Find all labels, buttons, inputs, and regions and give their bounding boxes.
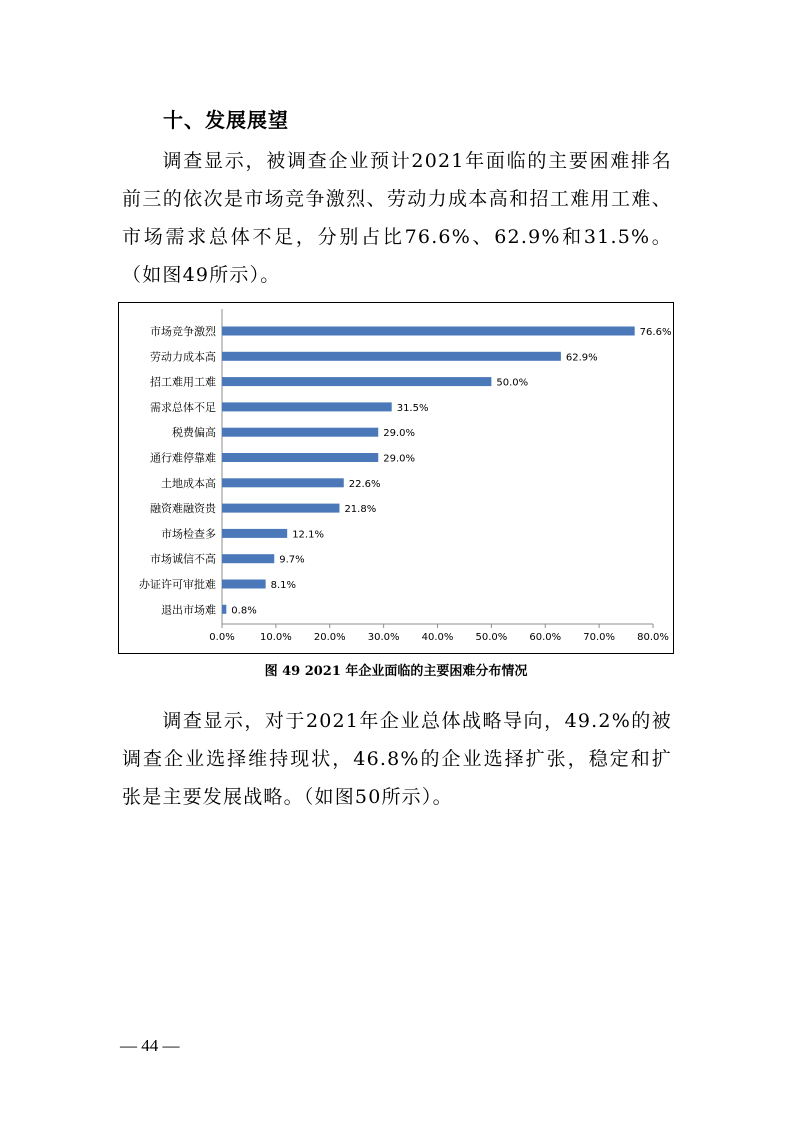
x-tick-label: 30.0% bbox=[367, 632, 400, 643]
bar-value-label: 50.0% bbox=[496, 377, 529, 389]
bar bbox=[222, 428, 378, 437]
category-label: 退出市场难 bbox=[161, 603, 216, 617]
x-tick-label: 50.0% bbox=[475, 632, 508, 643]
x-tick-label: 80.0% bbox=[637, 632, 669, 643]
paragraph-difficulties bbox=[122, 142, 672, 294]
x-tick-label: 0.0% bbox=[209, 632, 235, 643]
bar bbox=[222, 504, 339, 513]
bar bbox=[222, 377, 491, 386]
category-label: 市场诚信不高 bbox=[150, 552, 216, 566]
category-label: 税费偏高 bbox=[172, 426, 216, 440]
bar bbox=[222, 478, 344, 487]
bar-value-label: 21.8% bbox=[344, 504, 377, 516]
category-label: 融资难融资贵 bbox=[150, 502, 216, 516]
category-label: 土地成本高 bbox=[161, 476, 216, 490]
bar-value-label: 0.8% bbox=[231, 605, 257, 617]
x-tick-label: 40.0% bbox=[421, 632, 454, 643]
difficulties-chart-frame bbox=[118, 302, 674, 654]
bar bbox=[222, 605, 226, 614]
x-tick-label: 60.0% bbox=[529, 632, 562, 643]
category-label: 劳动力成本高 bbox=[150, 350, 216, 364]
bar-value-label: 76.6% bbox=[639, 327, 672, 338]
category-label: 招工难用工难 bbox=[150, 375, 216, 389]
bar-value-label: 29.0% bbox=[383, 428, 416, 440]
category-label: 市场检查多 bbox=[161, 527, 216, 541]
bar-value-label: 31.5% bbox=[396, 402, 429, 414]
paragraph-strategy bbox=[122, 702, 672, 816]
difficulties-bar-chart bbox=[119, 303, 673, 653]
bar bbox=[222, 529, 287, 538]
bar bbox=[222, 554, 274, 563]
bar bbox=[222, 327, 635, 336]
x-tick-label: 70.0% bbox=[583, 632, 616, 643]
category-label: 通行难停靠难 bbox=[150, 451, 216, 465]
bar-value-label: 9.7% bbox=[279, 554, 305, 566]
bar bbox=[222, 453, 378, 462]
bar-value-label: 62.9% bbox=[565, 352, 598, 364]
figure-caption: 图 49 2021 年企业面临的主要困难分布情况 bbox=[264, 664, 528, 679]
paragraph-strategy-text: 调查显示，对于2021年企业总体战略导向，49.2%的被调查企业选择维持现状，46.8%的企业选择扩张，稳定和扩张是主要发展战略。（如图50所示）。 bbox=[122, 710, 672, 808]
bar bbox=[222, 580, 266, 589]
category-label: 市场竞争激烈 bbox=[150, 325, 216, 338]
bar-value-label: 22.6% bbox=[348, 478, 381, 490]
section-heading: 十、发展展望 bbox=[163, 108, 289, 132]
bar bbox=[222, 352, 561, 361]
x-tick-label: 10.0% bbox=[259, 632, 292, 643]
category-label: 需求总体不足 bbox=[150, 400, 216, 414]
paragraph-difficulties-text: 调查显示，被调查企业预计2021年面临的主要困难排名前三的依次是市场竞争激烈、劳动力成本高和招工难用工难、市场需求总体不足，分别占比76.6%、62.9%和31.5%。（如图49所示）。 bbox=[122, 150, 672, 286]
page-number: — 44 — bbox=[120, 1036, 180, 1055]
bar-value-label: 29.0% bbox=[383, 453, 416, 465]
category-label: 办证许可审批难 bbox=[139, 578, 216, 591]
bar bbox=[222, 402, 392, 411]
bar-value-label: 12.1% bbox=[292, 529, 324, 541]
bar-value-label: 8.1% bbox=[270, 580, 297, 591]
x-tick-label: 20.0% bbox=[313, 632, 346, 643]
